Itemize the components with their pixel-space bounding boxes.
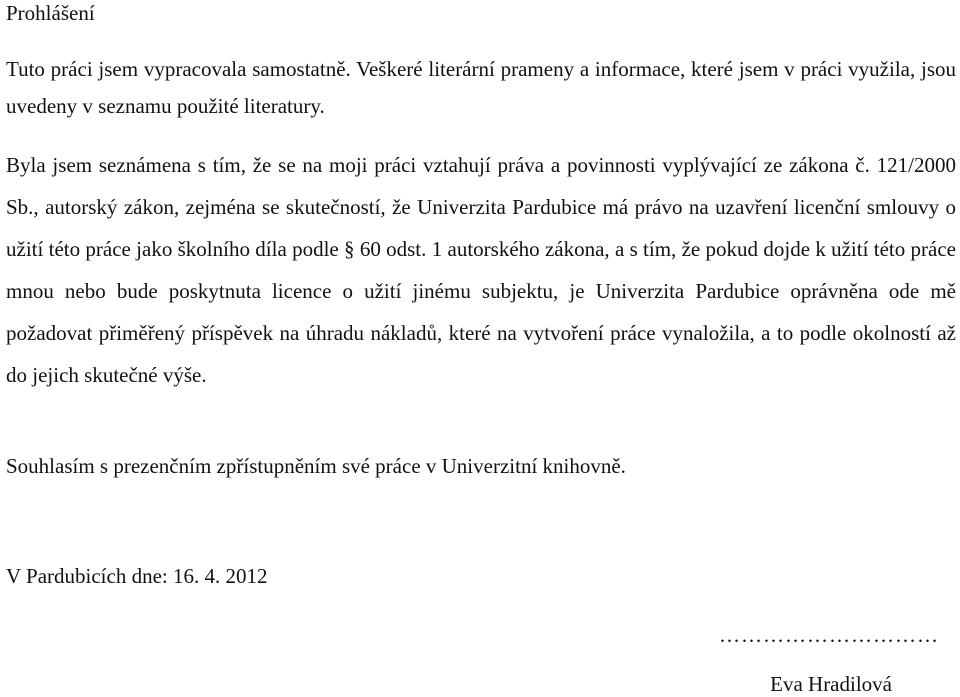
place-and-date: V Pardubicích dne: 16. 4. 2012	[6, 564, 268, 588]
paragraph-library-consent: Souhlasím s prezenčním zpřístupněním své práce v Univerzitní knihovně.	[6, 454, 626, 478]
page-title: Prohlášení	[6, 1, 95, 25]
signature-line: …………………………	[719, 623, 939, 647]
signature-name: Eva Hradilová	[770, 672, 892, 696]
paragraph-independent-work: Tuto práci jsem vypracovala samostatně. Veškeré literární prameny a informace, které jsem v práci využila, jsou uvedeny v seznamu použité literatury.	[6, 57, 956, 118]
paragraph-copyright-law: Byla jsem seznámena s tím, že se na moji práci vztahují práva a povinnosti vyplývající ze zákona č. 121/2000 Sb., autorský zákon, zejména se skutečností, že Univerzita Pardubice má právo na uzavření licenční smlouvy o užití této práce jako školního díla podle § 60 odst. 1 autorského zákona, a s tím, že pokud dojde k užití této práce mnou nebo bude poskytnuta licence o užití jinému subjektu, je Univerzita Pardubice oprávněna ode mě požadovat přiměřený příspěvek na úhradu nákladů, které na vytvoření práce vynaložila, a to podle okolností až do jejich skutečné výše.	[6, 153, 956, 387]
